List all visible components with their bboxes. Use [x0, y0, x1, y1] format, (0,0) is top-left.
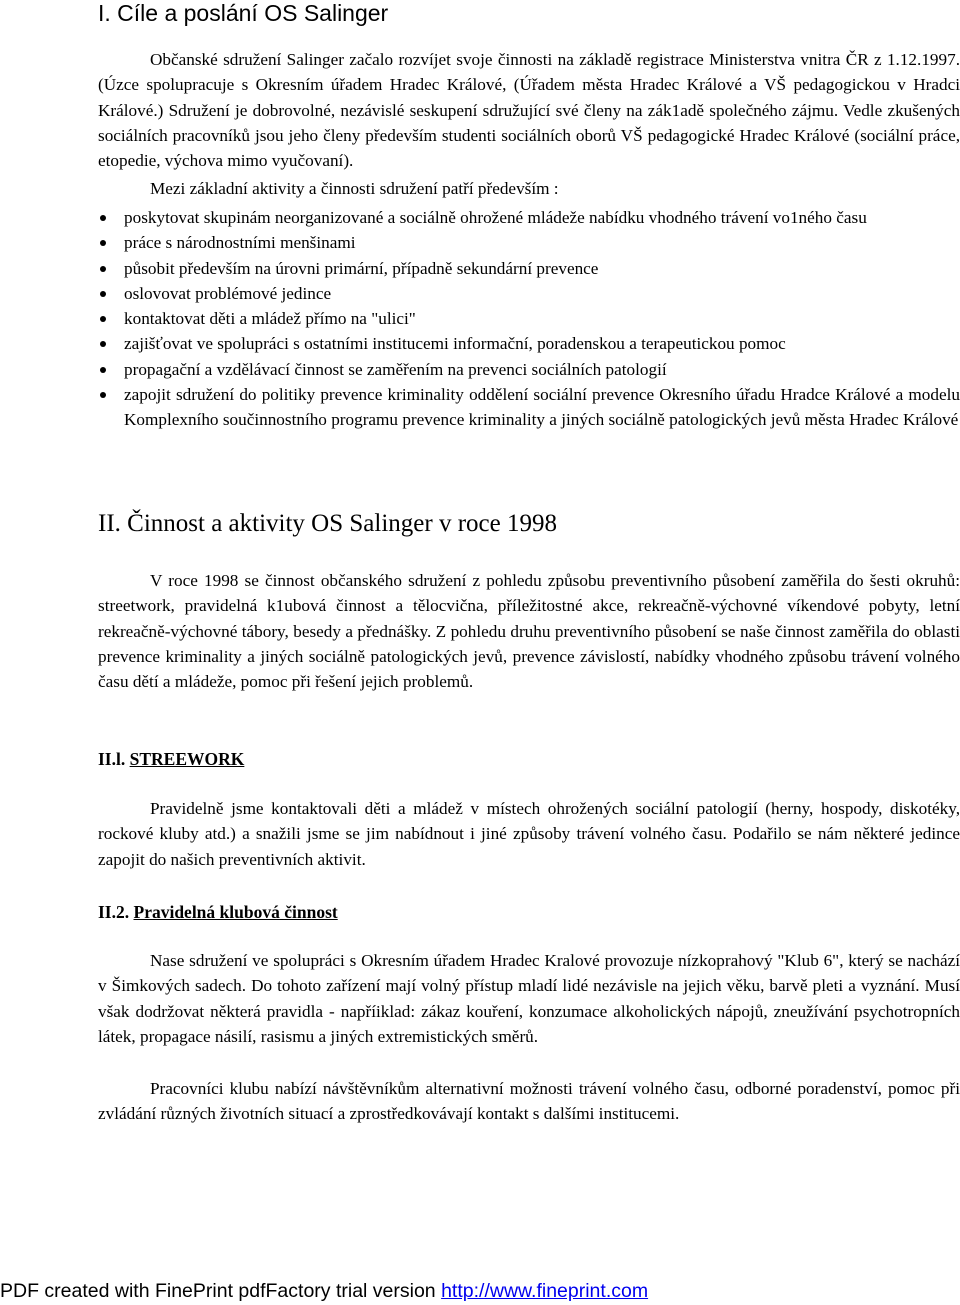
- section-1-heading: I. Cíle a poslání OS Salinger: [98, 0, 389, 26]
- subsection-2-heading: [98, 901, 338, 923]
- list-item: zajišťovat ve spolupráci s ostatními institucemi informační, poradenskou a terapeutickou pomoc: [98, 331, 960, 356]
- list-item: zapojit sdružení do politiky prevence kriminality oddělení sociální prevence Okresního úřadu Hradce Králové a modelu Komplexního součinnostního programu prevence kriminality a jiných sociálně patologických jevů města Hradec Králové: [98, 382, 960, 433]
- list-item: práce s národnostními menšinami: [98, 230, 960, 255]
- list-item: působit především na úrovni primární, případně sekundární prevence: [98, 256, 960, 281]
- list-item: oslovovat problémové jedince: [98, 281, 960, 306]
- section-1-intro-paragraph: Občanské sdružení Salinger začalo rozvíjet svoje činnosti na základě registrace Ministerstva vnitra ČR z 1.12.1997. (Úzce spolupracuje s Okresním úřadem Hradec Králové, (Úřadem města Hradec Králové a VŠ pedagogickou v Hradci Králové.) Sdružení je dobrovolné, nezávislé seskupení sdružující své členy na zák1adě společného zájmu. Vedle zkušených sociálních pracovníků jsou jeho členy především studenti sociálních oborů VŠ pedagogické Hradec Králové (sociální práce, etopedie, výchova mimo vyučovaní).: [98, 50, 960, 171]
- subsection-1-heading: [98, 748, 244, 770]
- subsection-2-title: Pravidelná klubová činnost: [133, 902, 338, 922]
- activities-intro-paragraph: Mezi základní aktivity a činnosti sdružení patří především :: [150, 179, 559, 198]
- subsection-2-paragraph-2: Pracovníci klubu nabízí návštěvníkům alternativní možnosti trávení volného času, odborné poradenství, pomoc při zvládání různých životních situací a zprostředkovávají kontakt s dalšími institucemi.: [98, 1079, 960, 1124]
- subsection-2-number: II.2.: [98, 902, 130, 922]
- subsection-1-paragraph: Pravidelně jsme kontaktovali děti a mládež v místech ohrožených sociální patologií (herny, hospody, diskotéky, rockové kluby atd.) a snažili jsme se jim nabídnout i jiné způsoby trávení volného času. Podařilo se nám některé jedince zapojit do našich preventivních aktivit.: [98, 799, 960, 869]
- section-2-intro-paragraph: V roce 1998 se činnost občanského sdružení z pohledu způsobu preventivního působení zaměřila do šesti okruhů: streetwork, pravidelná k1ubová činnost a tělocvična, příležitostné akce, rekreačně-výchovné víkendové pobyty, letní rekreačně-výchovné tábory, besedy a přednášky. Z pohledu druhu preventivního působení se naše činnost zaměřila do oblasti prevence kriminality a jiných sociálně patologických jevů, prevence závislostí, nabídky vhodného způsobu trávení volného času dětí a mládeže, pomoc při řešení jejich problemů.: [98, 571, 960, 692]
- subsection-2-paragraph-1: Nase sdružení ve spolupráci s Okresním úřadem Hradec Kralové provozuje nízkoprahový "Klub 6", který se nachází v Šimkových sadech. Do tohoto zařízení mají volný přístup mladí lidé nezávisle na jejich věku, barvě pleti a vyznání. Musí však dodržovat některá pravidla - napříiklad: zákaz kouření, konzumace alkoholických nápojů, zneužívání psychotropních látek, propagace násilí, rasismu a jiných extremistických směrů.: [98, 951, 960, 1046]
- list-item: propagační a vzdělávací činnost se zaměřením na prevenci sociálních patologií: [98, 357, 960, 382]
- section-2-heading: II. Činnost a aktivity OS Salinger v roce 1998: [98, 510, 557, 537]
- list-item: poskytovat skupinám neorganizované a sociálně ohrožené mládeže nabídku vhodného trávení vo1ného času: [98, 205, 960, 230]
- subsection-1-number: II.l.: [98, 749, 126, 769]
- pdf-footer: [0, 1278, 648, 1304]
- fineprint-link[interactable]: http://www.fineprint.com: [441, 1280, 649, 1302]
- footer-text: PDF created with FinePrint pdfFactory trial version: [0, 1280, 442, 1302]
- subsection-1-title: STREEWORK: [129, 749, 245, 769]
- list-item: kontaktovat děti a mládež přímo na "ulici": [98, 306, 960, 331]
- activities-list: [98, 205, 960, 433]
